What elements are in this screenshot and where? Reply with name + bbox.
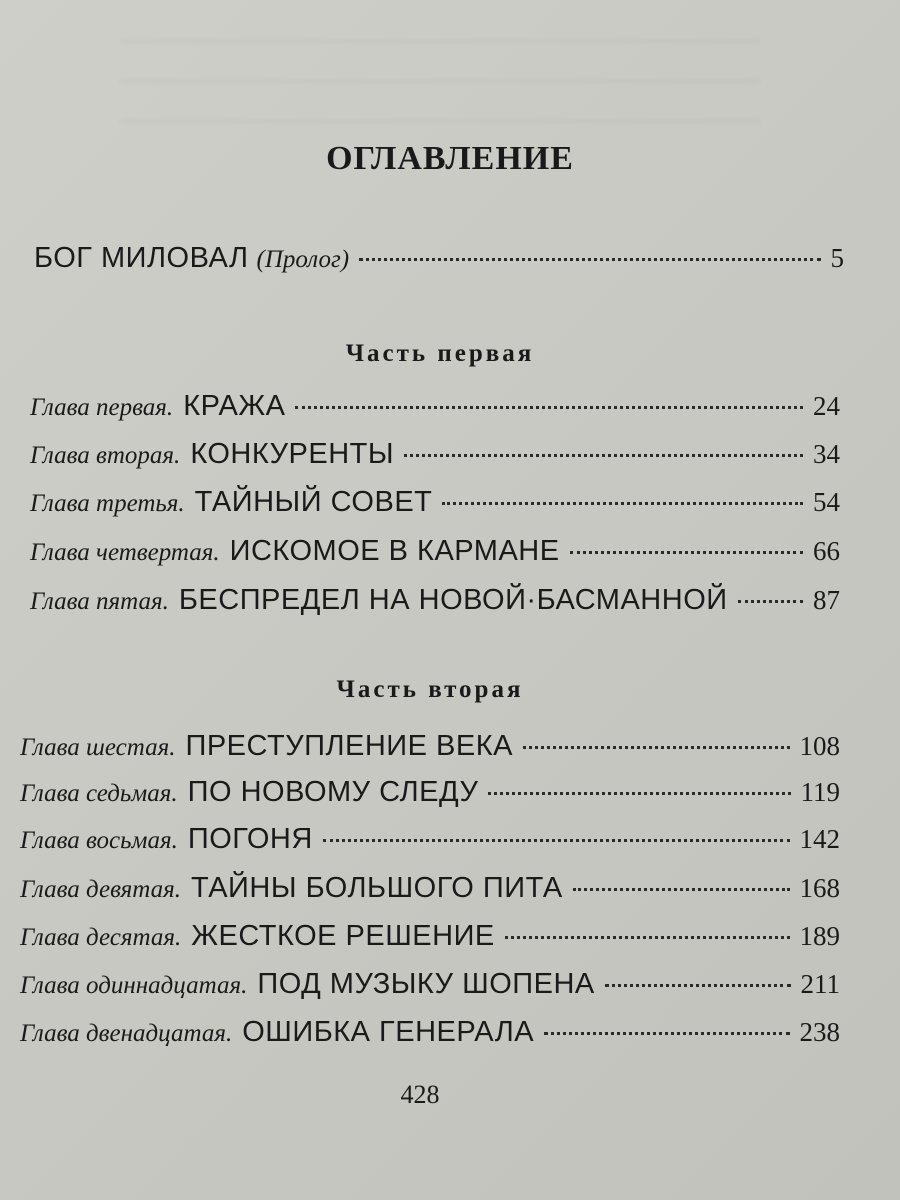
dot-leader [488, 792, 790, 795]
chapter-page: 211 [800, 969, 840, 999]
chapter-label: Глава двенадцатая. [20, 1020, 233, 1047]
dot-leader [570, 551, 803, 554]
chapter-label: Глава десятая. [20, 924, 182, 951]
chapter-page: 34 [813, 439, 840, 469]
toc-entry [30, 436, 840, 474]
chapter-label: Глава одиннадцатая. [20, 972, 248, 999]
chapter-page: 189 [799, 921, 840, 951]
entry-subtitle: (Пролог) [256, 246, 350, 273]
chapter-title: ОШИБКА ГЕНЕРАЛА [242, 1016, 535, 1048]
toc-entry [20, 774, 840, 812]
dot-leader [404, 454, 803, 457]
chapter-label: Глава пятая. [30, 588, 169, 615]
dot-leader [295, 406, 803, 409]
dot-leader [323, 839, 790, 842]
dot-leader [573, 888, 790, 891]
part-heading-1: Часть первая [345, 340, 535, 367]
chapter-title: КОНКУРЕНТЫ [190, 438, 395, 470]
toc-entry [30, 388, 840, 426]
dot-leader [544, 1032, 789, 1035]
dot-leader [523, 746, 790, 749]
dot-leader [442, 502, 803, 505]
chapter-title: БЕСПРЕДЕЛ НА НОВОЙ·БАСМАННОЙ [178, 584, 728, 616]
chapter-title: ТАЙНЫ БОЛЬШОГО ПИТА [190, 872, 563, 904]
dot-leader [605, 984, 791, 987]
toc-entry [30, 533, 840, 571]
toc-entry [20, 870, 840, 908]
chapter-title: ПРЕСТУПЛЕНИЕ ВЕКА [185, 730, 513, 762]
chapter-page: 142 [799, 824, 840, 854]
chapter-title: ИСКОМОЕ В КАРМАНЕ [229, 535, 560, 567]
chapter-page: 238 [799, 1017, 840, 1047]
chapter-label: Глава третья. [30, 490, 185, 517]
chapter-page: 66 [813, 536, 840, 566]
page-number: 428 [400, 1080, 440, 1109]
toc-entry [30, 582, 840, 620]
toc-entry [30, 484, 840, 522]
chapter-title: ПОД МУЗЫКУ ШОПЕНА [257, 968, 595, 1000]
toc-title: ОГЛАВЛЕНИЕ [326, 140, 574, 177]
chapter-label: Глава восьмая. [20, 827, 178, 854]
chapter-label: Глава четвертая. [30, 539, 220, 566]
chapter-page: 108 [799, 731, 840, 761]
dot-leader [359, 258, 820, 261]
toc-entry [20, 728, 840, 766]
chapter-page: 87 [813, 585, 840, 615]
bleed-through-text [120, 20, 760, 140]
chapter-title: ПОГОНЯ [187, 823, 313, 855]
chapter-page: 24 [813, 391, 840, 421]
chapter-title: ТАЙНЫЙ СОВЕТ [194, 486, 433, 518]
chapter-label: Глава первая. [30, 394, 174, 421]
toc-entry [20, 918, 840, 956]
toc-entry-prologue [34, 240, 844, 278]
chapter-page: 168 [799, 873, 840, 903]
chapter-page: 54 [813, 487, 840, 517]
chapter-title: ЖЕСТКОЕ РЕШЕНИЕ [191, 920, 495, 952]
part-heading-2: Часть вторая [336, 676, 524, 703]
chapter-label: Глава девятая. [20, 876, 181, 903]
dot-leader [738, 600, 803, 603]
dot-leader [505, 936, 790, 939]
chapter-title: КРАЖА [183, 390, 286, 422]
chapter-title: ПО НОВОМУ СЛЕДУ [187, 776, 479, 808]
toc-entry [20, 1014, 840, 1052]
chapter-label: Глава вторая. [30, 442, 181, 469]
chapter-page: 119 [800, 777, 840, 807]
toc-entry [20, 966, 840, 1004]
entry-title: БОГ МИЛОВАЛ [34, 242, 249, 274]
chapter-label: Глава седьмая. [20, 780, 178, 807]
toc-entry [20, 821, 840, 859]
chapter-label: Глава шестая. [20, 734, 176, 761]
entry-page: 5 [830, 243, 844, 273]
